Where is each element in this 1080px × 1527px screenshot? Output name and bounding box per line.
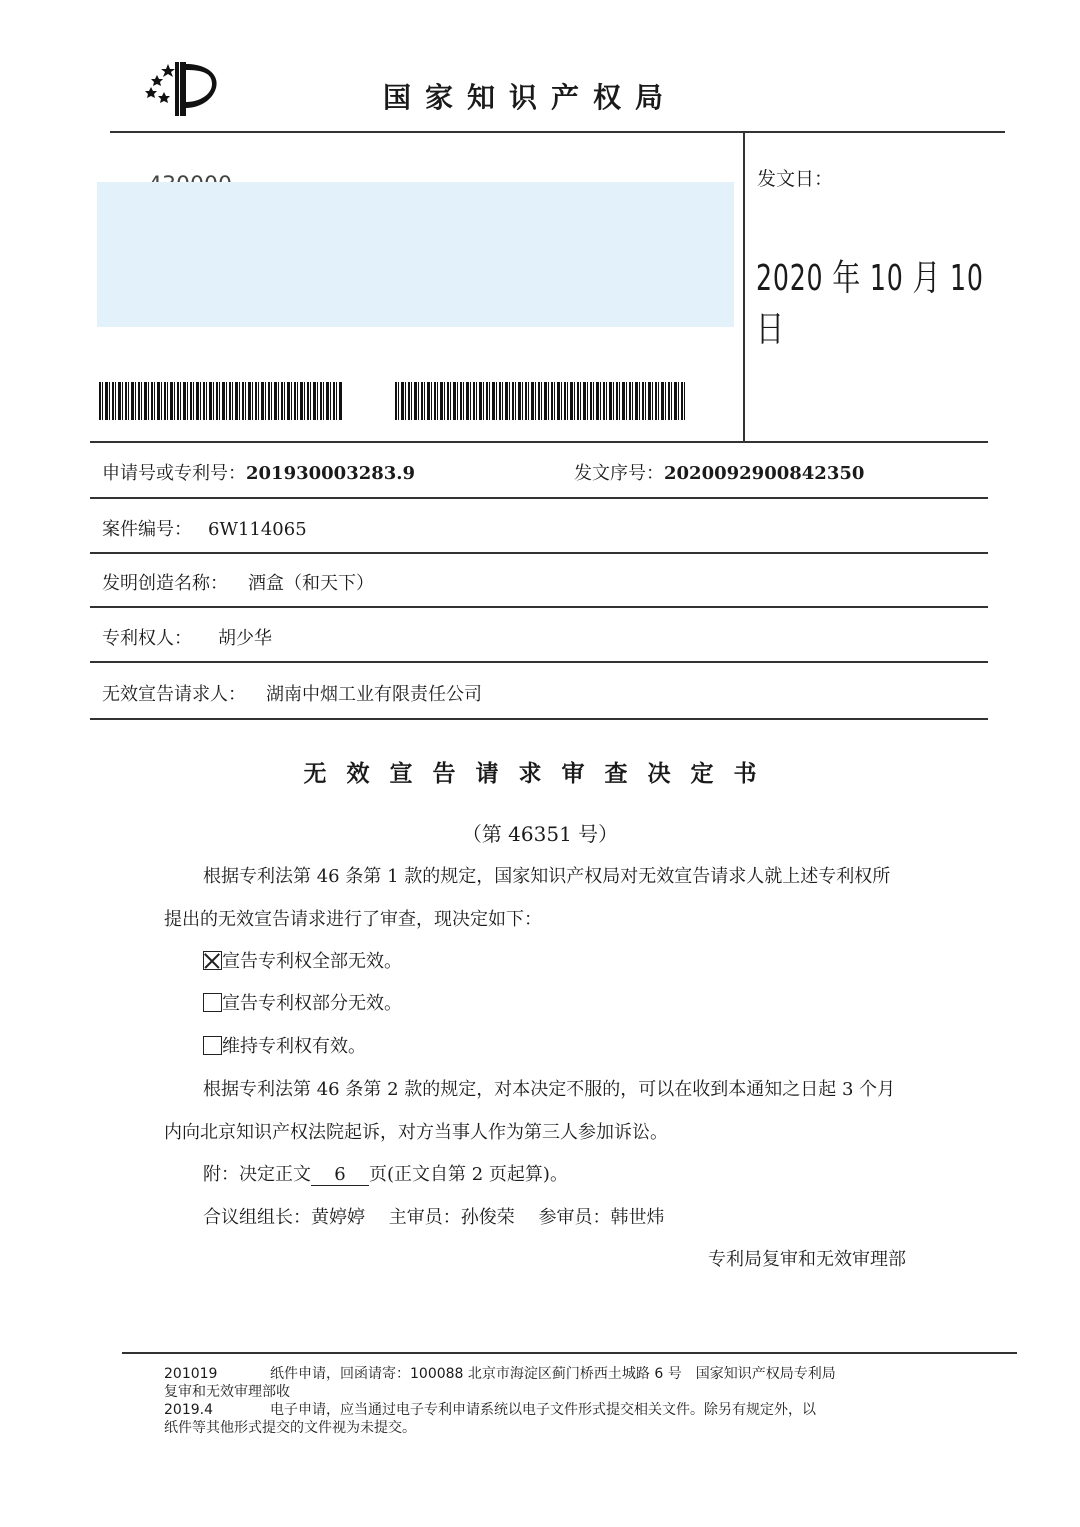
application-number: 201930003283.9 [246, 463, 416, 484]
footer-rule [122, 1352, 1017, 1354]
header-divider [743, 131, 745, 442]
option-label: 维持专利权有效。 [222, 1036, 366, 1057]
patentee-row [102, 624, 272, 650]
checked-box-icon [203, 951, 222, 970]
option-full-invalid [203, 947, 402, 973]
row-rule [90, 718, 988, 720]
row-rule [90, 552, 988, 554]
attachment-line [203, 1160, 568, 1186]
serial-number: 2020092900842350 [664, 463, 865, 484]
design-name: 酒盒（和天下） [248, 573, 374, 594]
row-rule [90, 661, 988, 663]
requester: 湖南中烟工业有限责任公司 [266, 684, 482, 705]
attachment-pages: 6 [311, 1164, 369, 1186]
option-maintain-valid [203, 1032, 366, 1058]
case-number: 6W114065 [208, 519, 307, 540]
footer-code-1: 201019 [164, 1366, 218, 1382]
decision-number: （第 46351 号） [461, 822, 619, 846]
row-rule [90, 497, 988, 499]
row-rule [90, 441, 988, 443]
barcode-2 [395, 382, 686, 420]
issue-date-label: 发文日： [757, 168, 834, 190]
footer-line-1b: 复审和无效审理部收 [164, 1384, 290, 1400]
cnipa-logo-icon [142, 58, 232, 118]
row-rule [90, 606, 988, 608]
issuing-department: 专利局复审和无效审理部 [708, 1249, 906, 1270]
header-rule [110, 131, 1005, 133]
option-label: 宣告专利权部分无效。 [222, 993, 402, 1014]
attachment-prefix: 附：决定正文 [203, 1164, 311, 1185]
unchecked-box-icon [203, 1036, 222, 1055]
footer-line-1: 纸件申请，回函请寄：100088 北京市海淀区蓟门桥西土城路 6 号 国家知识产权局专利局 [270, 1366, 836, 1382]
para2-line1: 根据专利法第 46 条第 2 款的规定，对本决定不服的，可以在收到本通知之日起 3 个月 [203, 1079, 896, 1100]
option-label: 宣告专利权全部无效。 [222, 951, 402, 972]
footer-line-2b: 纸件等其他形式提交的文件视为未提交。 [164, 1420, 416, 1436]
attachment-suffix: 页(正文自第 2 页起算)。 [369, 1164, 568, 1185]
footer-code-2: 2019.4 [164, 1402, 213, 1418]
issue-date: 2020 年 10 月 10 日 [756, 258, 984, 350]
design-name-row [102, 569, 374, 595]
barcode-1 [99, 382, 342, 420]
para1-line2: 提出的无效宣告请求进行了审查，现决定如下： [164, 909, 542, 930]
case-number-row [102, 515, 307, 541]
para2-line2: 内向北京知识产权法院起诉，对方当事人作为第三人参加诉讼。 [164, 1122, 668, 1143]
serial-number-row [574, 459, 864, 485]
patentee: 胡少华 [218, 628, 272, 649]
requester-row [102, 680, 482, 706]
option-partial-invalid [203, 989, 402, 1015]
decision-title: 无效宣告请求审查决定书 [303, 761, 777, 787]
application-number-label: 申请号或专利号： [102, 463, 246, 484]
unchecked-box-icon [203, 993, 222, 1012]
serial-number-label: 发文序号： [574, 463, 664, 484]
org-name: 国家知识产权局 [382, 81, 677, 114]
footer-line-2: 电子申请，应当通过电子专利申请系统以电子文件形式提交相关文件。除另有规定外，以 [270, 1402, 816, 1418]
patentee-label: 专利权人： [102, 628, 192, 649]
application-number-row [102, 459, 415, 485]
requester-label: 无效宣告请求人： [102, 684, 246, 705]
design-name-label: 发明创造名称： [102, 573, 228, 594]
panel-members: 合议组组长：黄婷婷 主审员：孙俊荣 参审员：韩世炜 [203, 1207, 665, 1228]
para1-line1: 根据专利法第 46 条第 1 款的规定，国家知识产权局对无效宣告请求人就上述专利权所 [203, 866, 891, 887]
redacted-address-block [97, 182, 734, 327]
case-number-label: 案件编号： [102, 519, 192, 540]
